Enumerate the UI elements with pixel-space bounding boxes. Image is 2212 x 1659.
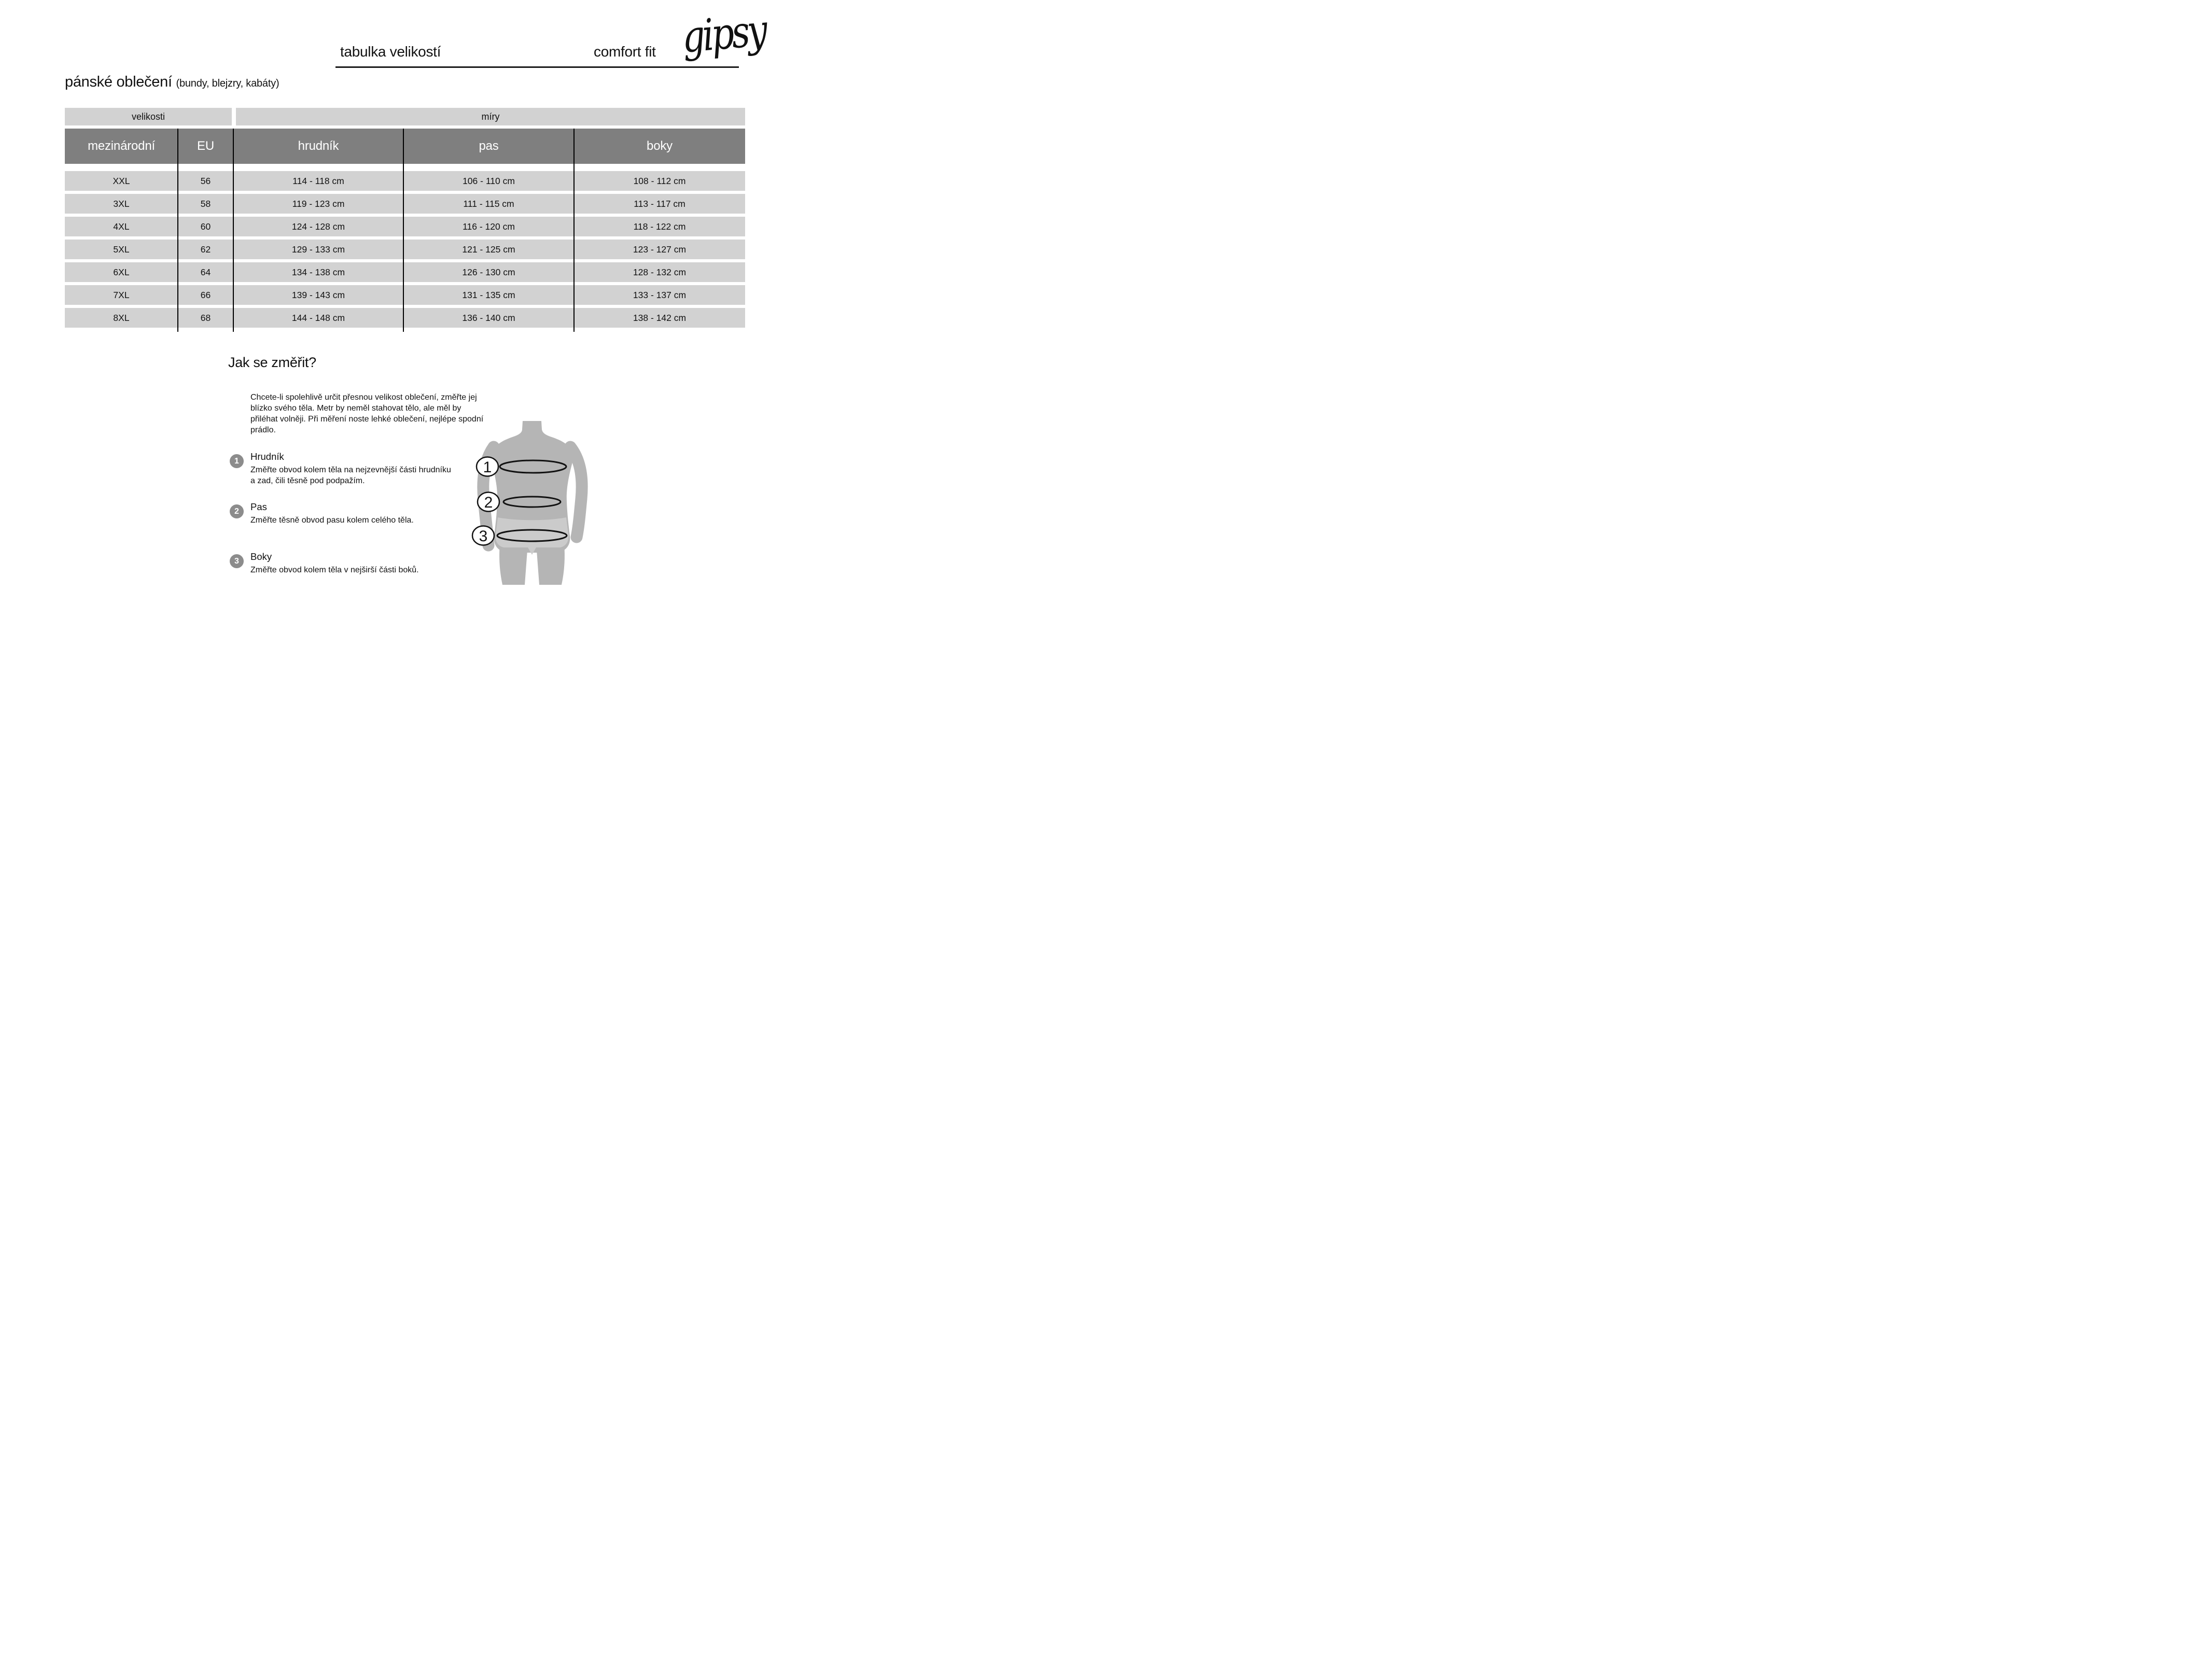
table-row (65, 285, 745, 305)
table-row (65, 262, 745, 282)
table-cell: 3XL (113, 198, 130, 209)
table-cell: 4XL (113, 221, 130, 232)
column-divider (573, 129, 575, 332)
step-1-badge: 1 (230, 454, 244, 468)
table-cell: 129 - 133 cm (291, 244, 345, 255)
figure-marker-3-label: 3 (479, 528, 488, 545)
table-cell: 138 - 142 cm (633, 312, 687, 323)
table-cell: 121 - 125 cm (462, 244, 515, 255)
section-title-sub: (bundy, blejzry, kabáty) (176, 78, 279, 89)
table-cell: 124 - 128 cm (291, 221, 345, 232)
table-header-row (65, 129, 745, 164)
table-row (65, 217, 745, 236)
section-title-main: pánské oblečení (65, 74, 172, 90)
figure-marker-1-label: 1 (483, 459, 492, 476)
table-cell: 7XL (113, 289, 130, 300)
group-header-measures: míry (236, 108, 745, 125)
table-cell: 62 (200, 244, 211, 255)
column-header-chest: hrudník (298, 139, 339, 153)
table-cell: 106 - 110 cm (463, 175, 515, 186)
table-cell: 126 - 130 cm (462, 266, 515, 277)
column-divider (233, 129, 234, 332)
howto-title: Jak se změřit? (228, 355, 316, 370)
table-cell: 66 (200, 289, 211, 300)
gipsy-logo: gipsy (680, 5, 767, 63)
table-cell: 60 (200, 221, 211, 232)
table-row (65, 240, 745, 259)
table-cell: 64 (200, 266, 211, 277)
table-cell: 136 - 140 cm (462, 312, 515, 323)
step-3-badge: 3 (230, 554, 244, 568)
body-silhouette-illustration (470, 421, 594, 587)
table-cell: 8XL (113, 312, 130, 323)
table-cell: 131 - 135 cm (462, 289, 515, 300)
group-header-sizes: velikosti (65, 108, 232, 125)
table-cell: 128 - 132 cm (633, 266, 687, 277)
table-cell: 118 - 122 cm (633, 221, 686, 232)
table-row (65, 171, 745, 191)
table-cell: 6XL (113, 266, 130, 277)
size-chart-page (0, 0, 802, 601)
step-3-title: Boky (250, 551, 272, 562)
table-cell: 116 - 120 cm (463, 221, 515, 232)
table-cell: 111 - 115 cm (463, 198, 514, 209)
fit-label: comfort fit (594, 44, 656, 60)
table-row (65, 308, 745, 328)
header-rule (335, 66, 739, 68)
column-header-international: mezinárodní (88, 139, 155, 153)
figure-marker-2-label: 2 (484, 494, 493, 511)
table-cell: 56 (200, 175, 211, 186)
column-header-hips: boky (647, 139, 673, 153)
step-2-badge: 2 (230, 504, 244, 518)
step-2-title: Pas (250, 501, 267, 512)
step-3-description: Změřte obvod kolem těla v nejširší části boků. (250, 566, 419, 574)
table-cell: 123 - 127 cm (633, 244, 687, 255)
table-cell: XXL (113, 175, 130, 186)
size-table-rows (65, 171, 745, 331)
table-cell: 113 - 117 cm (634, 198, 685, 209)
step-2-description: Změřte těsně obvod pasu kolem celého těla. (250, 516, 414, 525)
table-cell: 58 (200, 198, 211, 209)
table-cell: 108 - 112 cm (633, 175, 686, 186)
column-divider (403, 129, 404, 332)
section-title (65, 74, 279, 91)
column-header-eu: EU (197, 139, 214, 153)
table-cell: 119 - 123 cm (292, 198, 345, 209)
table-cell: 134 - 138 cm (291, 266, 345, 277)
column-divider (177, 129, 178, 332)
table-cell: 68 (200, 312, 211, 323)
howto-intro: Chcete-li spolehlivě určit přesnou velikost oblečení, změřte jej blízko svého těla. Metr by neměl stahovat tělo, ale měl by přiléhat volněji. Při měření noste lehké oblečení, nejlépe spodní prádlo. (250, 393, 484, 434)
column-header-waist: pas (479, 139, 499, 153)
step-1-description: Změřte obvod kolem těla na nejzevnější části hrudníku a zad, čili těsně pod podpažím. (250, 466, 451, 485)
step-1-title: Hrudník (250, 451, 284, 462)
table-row (65, 194, 745, 214)
table-cell: 144 - 148 cm (291, 312, 345, 323)
table-cell: 5XL (113, 244, 130, 255)
page-title: tabulka velikostí (340, 44, 441, 60)
table-cell: 114 - 118 cm (292, 175, 344, 186)
table-cell: 133 - 137 cm (633, 289, 687, 300)
body-measurement-figure (470, 421, 594, 587)
table-cell: 139 - 143 cm (291, 289, 345, 300)
